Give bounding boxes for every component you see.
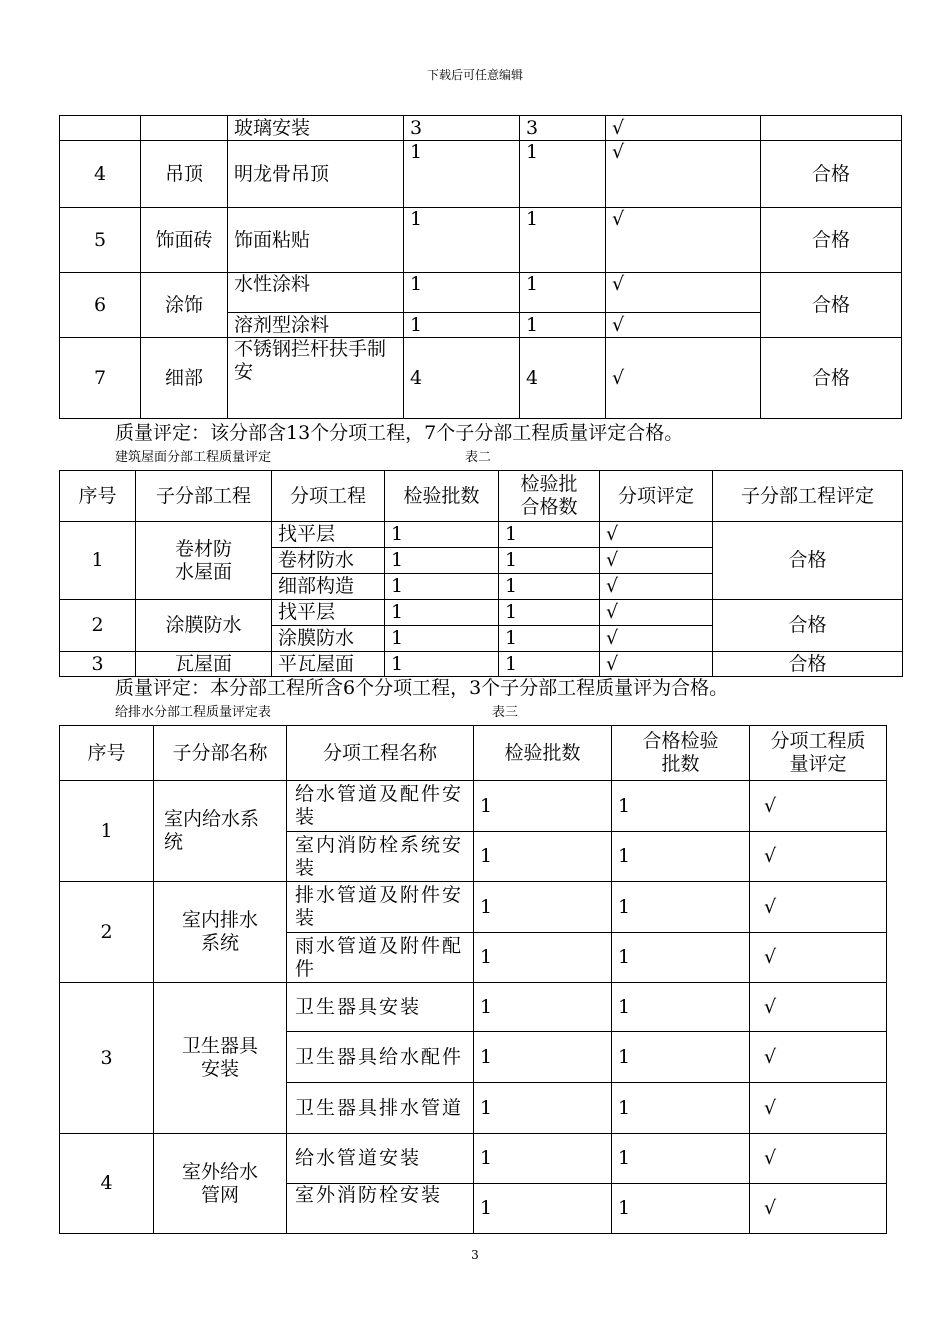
pass-cell: 1 — [499, 574, 600, 600]
item-cell: 卫生器具给水配件 — [287, 1032, 474, 1083]
batch-cell: 1 — [474, 983, 612, 1032]
item-cell: 涂膜防水 — [272, 626, 385, 652]
header-result: 子分部工程评定 — [713, 471, 903, 522]
table-row — [60, 781, 887, 832]
batch-cell: 1 — [474, 882, 612, 933]
header-no: 序号 — [60, 726, 154, 781]
batch-cell: 1 — [474, 1134, 612, 1184]
table-row — [60, 116, 902, 141]
batch-cell: 1 — [404, 141, 520, 208]
item-cell: 找平层 — [272, 600, 385, 626]
table-row — [60, 1134, 887, 1184]
sub-cell: 卷材防水屋面 — [136, 522, 272, 600]
item-cell: 玻璃安装 — [228, 116, 404, 141]
no-cell: 6 — [60, 273, 141, 338]
eval-cell: √ — [750, 1184, 887, 1234]
page-number: 3 — [471, 1248, 479, 1262]
pass-cell: 1 — [612, 1184, 750, 1234]
table-row — [60, 338, 902, 419]
pass-cell: 1 — [499, 548, 600, 574]
batch-cell: 1 — [385, 626, 499, 652]
quality-note-2: 质量评定：本分部工程所含6个分项工程，3个子分部工程质量评为合格。 — [115, 677, 729, 699]
header-no: 序号 — [60, 471, 136, 522]
result-cell: 合格 — [761, 273, 902, 338]
eval-cell: √ — [606, 141, 761, 208]
eval-cell: √ — [600, 574, 713, 600]
item-cell: 水性涂料 — [228, 273, 404, 313]
item-cell: 卷材防水 — [272, 548, 385, 574]
sub-cell: 涂膜防水 — [136, 600, 272, 652]
pass-cell: 1 — [520, 141, 606, 208]
batch-cell: 1 — [474, 933, 612, 983]
table3-label: 表三 — [492, 705, 519, 720]
eval-cell: √ — [750, 983, 887, 1032]
page-header: 下载后可任意编辑 — [426, 68, 523, 82]
table-header-row — [60, 726, 887, 781]
eval-cell: √ — [600, 600, 713, 626]
eval-cell: √ — [750, 882, 887, 933]
sub-cell: 细部 — [141, 338, 228, 419]
no-cell: 5 — [60, 208, 141, 273]
table-row — [60, 600, 903, 626]
eval-cell: √ — [750, 832, 887, 882]
eval-cell: √ — [606, 313, 761, 338]
eval-cell: √ — [750, 781, 887, 832]
no-cell: 7 — [60, 338, 141, 419]
header-eval: 分项评定 — [600, 471, 713, 522]
batch-cell: 1 — [474, 1032, 612, 1083]
sub-cell: 室内给水系统 — [154, 781, 287, 882]
eval-cell: √ — [606, 116, 761, 141]
decoration-quality-table — [59, 115, 902, 419]
sub-cell: 瓦屋面 — [136, 652, 272, 677]
batch-cell: 1 — [385, 522, 499, 548]
pass-cell: 1 — [612, 1134, 750, 1184]
item-cell: 雨水管道及附件配件 — [287, 933, 474, 983]
pass-cell: 1 — [612, 781, 750, 832]
pass-cell: 1 — [612, 1032, 750, 1083]
header-pass: 合格检验批数 — [612, 726, 750, 781]
pass-cell: 1 — [612, 933, 750, 983]
batch-cell: 1 — [385, 548, 499, 574]
no-cell: 1 — [60, 781, 154, 882]
item-cell: 室外消防栓安装 — [287, 1184, 474, 1234]
result-cell: 合格 — [713, 600, 903, 652]
eval-cell: √ — [606, 208, 761, 273]
item-cell: 给水管道及配件安装 — [287, 781, 474, 832]
item-cell: 卫生器具安装 — [287, 983, 474, 1032]
batch-cell: 4 — [404, 338, 520, 419]
no-cell: 1 — [60, 522, 136, 600]
eval-cell: √ — [606, 273, 761, 313]
batch-cell: 3 — [404, 116, 520, 141]
pass-cell: 1 — [499, 522, 600, 548]
pass-cell: 3 — [520, 116, 606, 141]
batch-cell: 1 — [404, 208, 520, 273]
table-row — [60, 522, 903, 548]
eval-cell: √ — [600, 626, 713, 652]
eval-cell: √ — [750, 1032, 887, 1083]
eval-cell: √ — [750, 933, 887, 983]
eval-cell: √ — [750, 1134, 887, 1184]
header-batch: 检验批数 — [385, 471, 499, 522]
batch-cell: 1 — [385, 574, 499, 600]
header-item: 分项工程名称 — [287, 726, 474, 781]
item-cell: 给水管道安装 — [287, 1134, 474, 1184]
pass-cell: 1 — [612, 1083, 750, 1134]
pass-cell: 1 — [520, 208, 606, 273]
pass-cell: 1 — [520, 273, 606, 313]
item-cell: 找平层 — [272, 522, 385, 548]
result-cell: 合格 — [713, 522, 903, 600]
quality-note-1: 质量评定：该分部含13个分项工程，7个子分部工程质量评定合格。 — [115, 422, 684, 444]
no-cell: 3 — [60, 652, 136, 677]
eval-cell: √ — [600, 548, 713, 574]
item-cell: 排水管道及附件安装 — [287, 882, 474, 933]
no-cell: 3 — [60, 983, 154, 1134]
table-row — [60, 652, 903, 677]
pass-cell: 1 — [612, 882, 750, 933]
item-cell: 卫生器具排水管道 — [287, 1083, 474, 1134]
header-item: 分项工程 — [272, 471, 385, 522]
header-sub: 子分部名称 — [154, 726, 287, 781]
sub-cell: 室内排水系统 — [154, 882, 287, 983]
no-cell: 2 — [60, 600, 136, 652]
batch-cell: 1 — [474, 1083, 612, 1134]
roof-quality-table — [59, 470, 903, 677]
pass-cell: 1 — [612, 832, 750, 882]
header-batch: 检验批数 — [474, 726, 612, 781]
item-cell: 室内消防栓系统安装 — [287, 832, 474, 882]
sub-cell: 饰面砖 — [141, 208, 228, 273]
sub-cell: 吊顶 — [141, 141, 228, 208]
sub-cell: 室外给水管网 — [154, 1134, 287, 1234]
no-cell: 4 — [60, 1134, 154, 1234]
eval-cell: √ — [606, 338, 761, 419]
batch-cell: 1 — [474, 832, 612, 882]
no-cell: 4 — [60, 141, 141, 208]
table-row — [60, 882, 887, 933]
header-sub: 子分部工程 — [136, 471, 272, 522]
pass-cell: 4 — [520, 338, 606, 419]
pass-cell: 1 — [612, 983, 750, 1032]
item-cell: 平瓦屋面 — [272, 652, 385, 677]
batch-cell: 1 — [474, 1184, 612, 1234]
table-row — [60, 208, 902, 273]
item-cell: 溶剂型涂料 — [228, 313, 404, 338]
result-cell: 合格 — [761, 141, 902, 208]
pass-cell: 1 — [520, 313, 606, 338]
pass-cell: 1 — [499, 600, 600, 626]
pass-cell: 1 — [499, 652, 600, 677]
eval-cell: √ — [600, 522, 713, 548]
batch-cell: 1 — [404, 273, 520, 313]
table3-caption: 给排水分部工程质量评定表 — [115, 705, 272, 720]
table-row — [60, 983, 887, 1032]
pass-cell: 1 — [499, 626, 600, 652]
batch-cell: 1 — [404, 313, 520, 338]
table2-label: 表二 — [465, 450, 492, 465]
no-cell: 2 — [60, 882, 154, 983]
header-eval: 分项工程质量评定 — [750, 726, 887, 781]
eval-cell: √ — [600, 652, 713, 677]
item-cell: 细部构造 — [272, 574, 385, 600]
item-cell: 明龙骨吊顶 — [228, 141, 404, 208]
item-cell: 饰面粘贴 — [228, 208, 404, 273]
result-cell: 合格 — [761, 338, 902, 419]
item-cell: 不锈钢拦杆扶手制安 — [228, 338, 404, 419]
result-cell: 合格 — [761, 208, 902, 273]
sub-cell: 卫生器具安装 — [154, 983, 287, 1134]
eval-cell: √ — [750, 1083, 887, 1134]
table-header-row — [60, 471, 903, 522]
table-row — [60, 141, 902, 208]
header-pass: 检验批合格数 — [499, 471, 600, 522]
plumbing-quality-table — [59, 725, 887, 1234]
sub-cell: 涂饰 — [141, 273, 228, 338]
result-cell: 合格 — [713, 652, 903, 677]
batch-cell: 1 — [385, 600, 499, 626]
table-row — [60, 273, 902, 313]
batch-cell: 1 — [474, 781, 612, 832]
batch-cell: 1 — [385, 652, 499, 677]
table2-caption: 建筑屋面分部工程质量评定 — [115, 450, 272, 465]
